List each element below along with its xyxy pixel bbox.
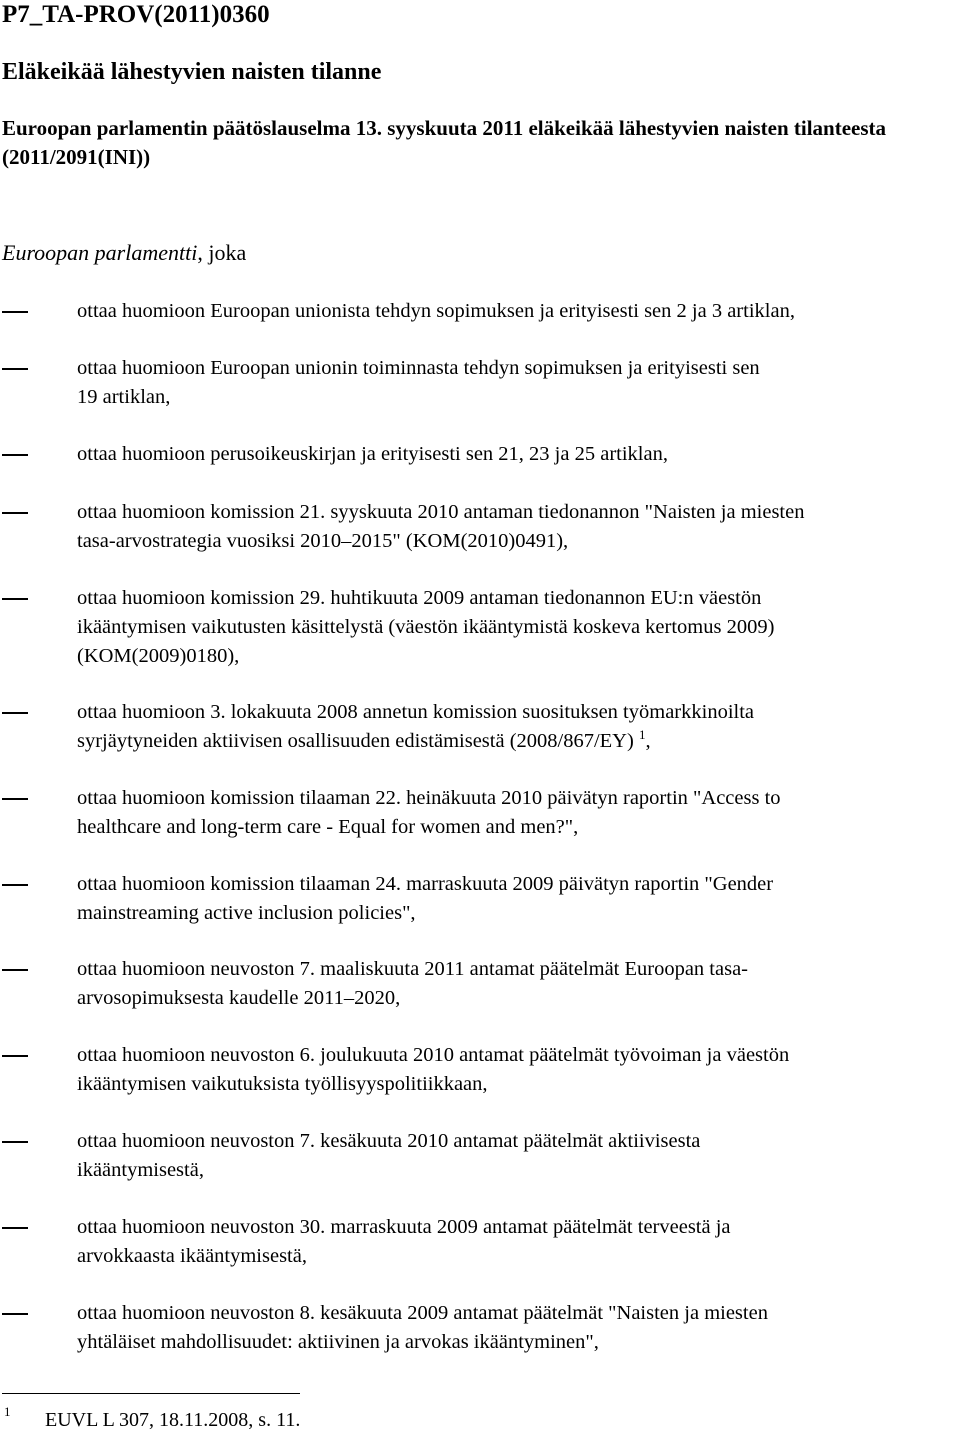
dash-bullet [2, 798, 28, 800]
citation-text: ottaa huomioon Euroopan unionin toiminnasta tehdyn sopimuksen ja erityisesti sen 19 artiklan, [77, 357, 760, 408]
citation-text: ottaa huomioon komission tilaaman 24. marraskuuta 2009 päivätyn raportin "Gender mainstreaming active inclusion policies", [77, 873, 774, 924]
dash-bullet [2, 884, 28, 886]
dash-bullet [2, 969, 28, 971]
footnote-reference[interactable]: 1 [638, 727, 646, 743]
footnote-divider [2, 1393, 300, 1394]
citation-text: ottaa huomioon neuvoston 6. joulukuuta 2010 antamat päätelmät työvoiman ja väestön ikääntymisen vaikutuksista työllisyyspolitiikkaan, [77, 1044, 790, 1095]
citation-text: ottaa huomioon neuvoston 30. marraskuuta 2009 antamat päätelmät terveestä ja arvokkaasta ikääntymisestä, [77, 1216, 731, 1267]
dash-bullet [2, 454, 28, 456]
citation-text: ottaa huomioon neuvoston 7. maaliskuuta 2011 antamat päätelmät Euroopan tasa- arvosopimuksesta kaudelle 2011–2020, [77, 958, 749, 1009]
citation-text: ottaa huomioon perusoikeuskirjan ja erityisesti sen 21, 23 ja 25 artiklan, [77, 443, 668, 465]
dash-bullet [2, 712, 28, 714]
document-title: Eläkeikää lähestyvien naisten tilanne [2, 59, 382, 85]
dash-bullet [2, 1313, 28, 1315]
citation-text: ottaa huomioon neuvoston 8. kesäkuuta 2009 antamat päätelmät "Naisten ja miesten yhtäläiset mahdollisuudet: aktiivinen ja arvokas ikääntyminen", [77, 1302, 768, 1353]
document-id: P7_TA-PROV(2011)0360 [2, 1, 270, 28]
dash-bullet [2, 512, 28, 514]
footnote-text: EUVL L 307, 18.11.2008, s. 11. [45, 1409, 301, 1431]
intro-subject: Euroopan parlamentti [2, 240, 198, 265]
intro-rest: , joka [197, 240, 247, 265]
citation-text: ottaa huomioon neuvoston 7. kesäkuuta 2010 antamat päätelmät aktiivisesta ikääntymisestä, [77, 1130, 701, 1181]
dash-bullet [2, 598, 28, 600]
dash-bullet [2, 1227, 28, 1229]
citation-body: ottaa huomioon 3. lokakuuta 2008 annetun komission suosituksen työmarkkinoilta syrjäytyneiden aktiivisen osallisuuden edistämisestä (2008/867/EY) [77, 701, 755, 752]
citation-punctuation: , [645, 730, 651, 752]
footnote-number: 1 [4, 1404, 11, 1419]
dash-bullet [2, 1055, 28, 1057]
citation-text: ottaa huomioon komission 21. syyskuuta 2010 antaman tiedonannon "Naisten ja miesten tasa-arvostrategia vuosiksi 2010–2015" (KOM(2010)0491), [77, 501, 805, 552]
dash-bullet [2, 368, 28, 370]
resolution-heading: Euroopan parlamentin päätöslauselma 13. syyskuuta 2011 eläkeikää lähestyvien naisten tilanteesta (2011/2091(INI)) [2, 116, 887, 169]
dash-bullet [2, 1141, 28, 1143]
citation-text: ottaa huomioon komission 29. huhtikuuta 2009 antaman tiedonannon EU:n väestön ikääntymisen vaikutusten käsittelystä (väestön ikääntymistä koskeva kertomus 2009) (KOM(2009)0180), [77, 587, 775, 667]
citation-text: ottaa huomioon komission tilaaman 22. heinäkuuta 2010 päivätyn raportin "Access to healthcare and long-term care - Equal for women and men?", [77, 787, 781, 838]
intro-line [2, 238, 246, 268]
citation-text: ottaa huomioon Euroopan unionista tehdyn sopimuksen ja erityisesti sen 2 ja 3 artiklan, [77, 300, 795, 322]
dash-bullet [2, 311, 28, 313]
citation-text [77, 698, 957, 756]
